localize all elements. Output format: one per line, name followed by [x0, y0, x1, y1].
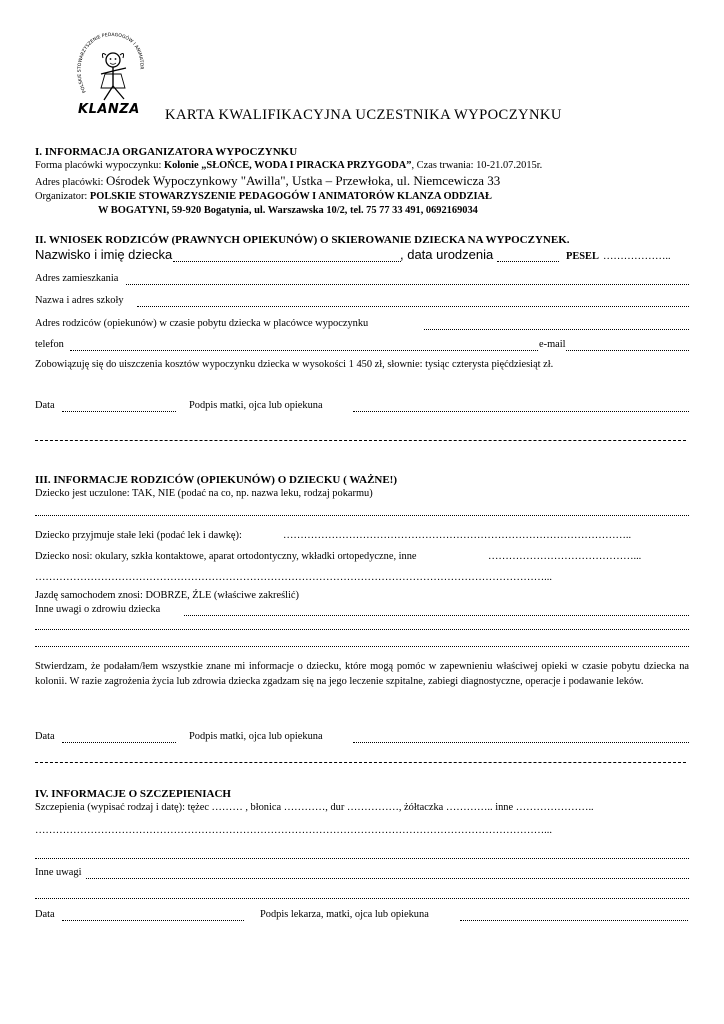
meds-label: Dziecko przyjmuje stałe leki (podać lek i dawkę):: [35, 530, 242, 541]
organizer-label: Organizator:: [35, 191, 90, 202]
vaccination-line2[interactable]: …………………………………………………………………………………………………………………………………...: [35, 825, 552, 836]
document-title: KARTA KWALIFIKACYJNA UCZESTNIKA WYPOCZYNKU: [165, 107, 562, 123]
wears-field-line2[interactable]: …………………………………………………………………………………………………………………………………...: [35, 572, 552, 583]
health-notes-line3[interactable]: [35, 646, 689, 647]
pesel-field[interactable]: ………………..: [603, 251, 671, 262]
section-divider-2: [35, 762, 686, 763]
meds-field[interactable]: ………………………………………………………………………………………..: [283, 530, 632, 541]
date-label-3: Data: [35, 731, 55, 742]
cost-statement: Zobowiązuję się do uiszczenia kosztów wypoczynku dziecka w wysokości 1 450 zł, słownie: tysiąc czterysta pięćdziesiąt zł.: [35, 359, 554, 370]
section2-heading: II. WNIOSEK RODZICÓW (PRAWNYCH OPIEKUNÓW) O SKIEROWANIE DZIECKA NA WYPOCZYNEK.: [35, 234, 570, 246]
section4-heading: IV. INFORMACJE O SZCZEPIENIACH: [35, 788, 231, 800]
allergy-field[interactable]: [35, 515, 689, 516]
address-label: Adres placówki:: [35, 177, 106, 188]
sign-field-4[interactable]: [460, 920, 688, 921]
sign-field-3[interactable]: [353, 742, 689, 743]
child-name-label: Nazwisko i imię dziecka: [35, 247, 173, 262]
vaccination-line3[interactable]: [35, 858, 689, 859]
form-line: [35, 160, 542, 171]
address-value: Ośrodek Wypoczynkowy "Awilla", Ustka – Przewłoka, ul. Niemcewicza 33: [105, 173, 501, 188]
date-field-2[interactable]: [62, 411, 176, 412]
form-duration: , Czas trwania: 10-21.07.2015r.: [411, 160, 543, 171]
form-value: Kolonie „SŁOŃCE, WODA I PIRACKA PRZYGODA”: [164, 160, 412, 171]
section1-heading: I. INFORMACJA ORGANIZATORA WYPOCZYNKU: [35, 146, 298, 158]
travel-question: Jazdę samochodem znosi: DOBRZE, ŹLE (właściwe zakreślić): [35, 590, 300, 601]
parents-address-field[interactable]: [424, 329, 689, 330]
health-notes-field[interactable]: [184, 615, 689, 616]
wears-field[interactable]: ……………………………………...: [488, 551, 642, 562]
sign-label-2: Podpis matki, ojca lub opiekuna: [189, 400, 323, 411]
organizer-value-2: W BOGATYNI, 59-920 Bogatynia, ul. Warszawska 10/2, tel. 75 77 33 491, 0692169034: [98, 205, 478, 216]
organizer-value-1: POLSKIE STOWARZYSZENIE PEDAGOGÓW I ANIMATORÓW KLANZA ODDZIAŁ: [89, 191, 492, 202]
sign-field-2[interactable]: [353, 411, 689, 412]
birth-date-field[interactable]: [497, 261, 559, 262]
organizer-line-1: [35, 191, 492, 202]
sign-label-3: Podpis matki, ojca lub opiekuna: [189, 731, 323, 742]
date-label-2: Data: [35, 400, 55, 411]
vaccination-line[interactable]: Szczepienia (wypisać rodzaj i datę): tężec ……… , błonica …………, dur ……………, żółtaczka ………….. inne …………………..: [35, 802, 594, 813]
address-line: [35, 173, 500, 189]
health-notes-line2[interactable]: [35, 629, 689, 630]
home-address-field[interactable]: [126, 284, 689, 285]
email-field[interactable]: [566, 350, 689, 351]
email-label: e-mail: [539, 339, 566, 350]
parents-address-label: Adres rodziców (opiekunów) w czasie pobytu dziecka w placówce wypoczynku: [35, 318, 369, 329]
phone-label: telefon: [35, 339, 64, 350]
wears-label: Dziecko nosi: okulary, szkła kontaktowe, aparat ortodontyczny, wkładki ortopedyczne, inne: [35, 551, 417, 562]
school-label: Nazwa i adres szkoły: [35, 295, 124, 306]
date-label-4: Data: [35, 909, 55, 920]
form-label: Forma placówki wypoczynku:: [35, 160, 164, 171]
section3-heading: III. INFORMACJE RODZICÓW (OPIEKUNÓW) O DZIECKU ( WAŻNE!): [35, 474, 398, 486]
birth-date-label: , data urodzenia: [400, 247, 494, 262]
logo-name: KLANZA: [78, 102, 140, 117]
other-notes-field[interactable]: [86, 878, 689, 879]
pesel-label: PESEL: [566, 251, 599, 262]
health-notes-label: Inne uwagi o zdrowiu dziecka: [35, 604, 161, 615]
child-name-field[interactable]: [173, 261, 401, 262]
section-divider-1: [35, 440, 686, 441]
date-field-3[interactable]: [62, 742, 176, 743]
allergy-question: Dziecko jest uczulone: TAK, NIE (podać na co, np. nazwa leku, rodzaj pokarmu): [35, 488, 373, 499]
other-notes-label: Inne uwagi: [35, 867, 82, 878]
home-address-label: Adres zamieszkania: [35, 273, 119, 284]
school-field[interactable]: [137, 306, 689, 307]
klanza-logo: [72, 30, 152, 122]
date-field-4[interactable]: [62, 920, 244, 921]
sign-label-4: Podpis lekarza, matki, ojca lub opiekuna: [260, 909, 429, 920]
other-notes-line2[interactable]: [35, 898, 689, 899]
consent-statement: Stwierdzam, że podałam/łem wszystkie znane mi informacje o dziecku, które mogą pomóc w zapewnieniu właściwej opieki w czasie pobytu dziecka na kolonii. W razie zagrożenia życia lub zdrowia dziecka zgadzam się na jego leczenie szpitalne, zabiegi diagnostyczne, operacje i podawanie leków.: [35, 661, 689, 687]
phone-field[interactable]: [70, 350, 538, 351]
logo-arc-text: POLSKIE STOWARZYSZENIE PEDAGOGÓW I ANIMATOR: [77, 32, 144, 94]
